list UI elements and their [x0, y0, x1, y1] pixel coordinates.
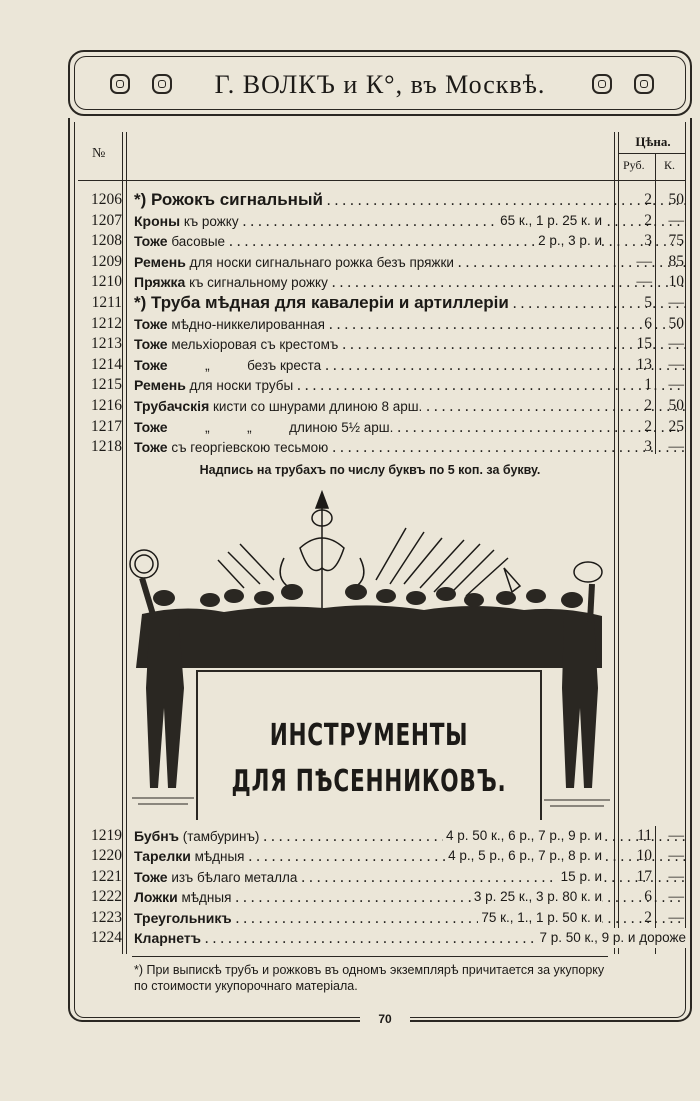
- item-price-rub: 2: [644, 397, 652, 414]
- item-price-kop: —: [668, 294, 684, 311]
- item-detail: съ георгіевскою тесьмою: [167, 440, 329, 456]
- item-number: 1209: [91, 252, 122, 270]
- item-price-kop: 50: [668, 314, 684, 332]
- item-description: [134, 846, 686, 867]
- price-row: [78, 887, 688, 907]
- item-description: [134, 887, 686, 908]
- item-description: [134, 293, 686, 314]
- item-price-kop: 50: [668, 397, 684, 414]
- item-price-rub: 3: [644, 232, 652, 250]
- page-number: 70: [360, 1012, 410, 1026]
- item-name: Тарелки: [134, 848, 191, 865]
- price-row: [78, 867, 688, 887]
- item-price-kop: 75: [668, 232, 684, 250]
- price-header-rule: [618, 153, 686, 154]
- item-price-kop: —: [668, 847, 684, 865]
- header-rule: [78, 180, 686, 181]
- item-price-kop: —: [668, 211, 684, 229]
- ornament-icon: [634, 74, 654, 94]
- item-price-rub: 6: [644, 314, 652, 332]
- item-description: [134, 190, 686, 211]
- price-row: [78, 211, 688, 231]
- item-number: 1206: [91, 191, 122, 208]
- price-row: [78, 231, 688, 251]
- item-price-rub: 6: [644, 888, 652, 906]
- price-row: [78, 417, 688, 437]
- item-detail: басовые: [167, 234, 226, 250]
- price-row: [78, 928, 688, 948]
- item-price-range: 75 к., 1., 1 р. 50 к. и: [478, 908, 602, 928]
- price-row: [78, 190, 688, 210]
- item-detail: мельхіоровая съ крестомъ: [167, 337, 339, 353]
- item-number: 1218: [91, 438, 122, 456]
- price-row: [78, 272, 688, 292]
- item-price-range: 4 р. 50 к., 6 р., 7 р., 9 р. и: [443, 826, 602, 846]
- item-detail: для носки сигнальнаго рожка безъ пряжки: [185, 254, 454, 270]
- item-price-range: 4 р., 5 р., 6 р., 7 р., 8 р. и: [445, 846, 602, 866]
- item-description: [134, 908, 686, 929]
- item-price-kop: —: [668, 376, 684, 394]
- item-price-kop: —: [668, 335, 684, 353]
- ornament-icon: [110, 74, 130, 94]
- item-number: 1214: [91, 355, 122, 373]
- item-price-range: 65 к., 1 р. 25 к. и: [497, 211, 602, 231]
- item-price-range: 15 р. и: [558, 867, 602, 887]
- item-description: [134, 314, 686, 335]
- item-number: 1207: [91, 211, 122, 229]
- footnote-rule: [132, 956, 608, 957]
- item-detail: для носки трубы: [185, 378, 294, 394]
- price-row: [78, 437, 688, 457]
- item-number: 1219: [91, 827, 122, 844]
- item-description: [134, 334, 686, 355]
- item-price-rub: 11: [637, 827, 652, 844]
- price-row: [78, 908, 688, 928]
- rub-column-header: Руб.: [623, 158, 645, 172]
- price-row: [78, 334, 688, 354]
- item-price-rub: 10: [636, 847, 652, 865]
- item-name: Ремень: [134, 253, 186, 270]
- item-number: 1212: [91, 314, 122, 332]
- item-number: 1210: [91, 273, 122, 291]
- item-detail: къ рожку: [180, 213, 239, 229]
- item-number: 1215: [91, 376, 122, 394]
- item-price-rub: 3: [644, 438, 652, 456]
- item-description: [134, 826, 686, 847]
- price-row: [78, 252, 688, 272]
- price-row: [78, 375, 688, 395]
- item-price-kop: —: [668, 827, 684, 844]
- item-number: 1217: [91, 417, 122, 435]
- item-price-rub: 15: [636, 335, 652, 353]
- inscription-note: Надпись на трубахъ по числу буквъ по 5 коп. за букву.: [199, 463, 541, 477]
- item-name: Тоже: [134, 439, 168, 456]
- item-price-kop: 85: [668, 252, 684, 270]
- price-row: [78, 314, 688, 334]
- item-price-rub: 13: [636, 355, 652, 373]
- item-price-kop: —: [668, 908, 684, 926]
- item-name: Трубачскія: [134, 398, 210, 414]
- item-description: [134, 375, 686, 396]
- item-detail: (тамбуринъ): [178, 829, 260, 844]
- header-frame: [68, 50, 692, 116]
- item-name: Ремень: [134, 377, 186, 394]
- item-description: [134, 252, 686, 273]
- item-name: Тоже: [134, 233, 168, 250]
- price-row: [78, 846, 688, 866]
- item-name: Кроны: [134, 212, 181, 229]
- item-number: 1220: [91, 847, 122, 865]
- item-number: 1211: [91, 294, 122, 311]
- item-price-kop: 50: [668, 191, 684, 208]
- item-detail: мѣдныя: [190, 849, 245, 865]
- ornament-icon: [592, 74, 612, 94]
- item-price-rub: 5: [644, 294, 652, 311]
- item-number: 1216: [91, 397, 122, 414]
- item-name: Тоже: [134, 315, 168, 332]
- item-detail: кисти со шнурами длиною 8 арш.: [209, 399, 423, 414]
- item-name: Бубнъ: [134, 828, 179, 844]
- item-price-kop: —: [668, 867, 684, 885]
- item-number: 1208: [91, 232, 122, 250]
- page-title: Г. ВОЛКЪ и К°, въ Москвѣ.: [214, 70, 546, 99]
- item-name: *) Рожокъ сигнальный: [134, 190, 323, 209]
- item-price-rub: 1: [644, 376, 652, 394]
- item-detail: изъ бѣлаго металла: [167, 869, 298, 885]
- item-name: *) Труба мѣдная для кавалеріи и артиллеріи: [134, 293, 509, 312]
- ornament-icon: [152, 74, 172, 94]
- price-row: [78, 355, 688, 375]
- banner: [196, 670, 542, 820]
- item-name: Ложки: [134, 889, 178, 906]
- item-number: 1222: [91, 888, 122, 906]
- item-name: Треугольникъ: [134, 909, 232, 926]
- item-detail: къ сигнальному рожку: [185, 275, 328, 291]
- item-price-kop: 25: [668, 417, 684, 435]
- item-detail: мѣдно-никкелированная: [167, 316, 325, 332]
- item-detail: „ „ длиною 5½ арш.: [167, 419, 394, 435]
- item-number: 1213: [91, 335, 122, 353]
- item-description: [134, 355, 686, 376]
- item-name: Пряжка: [134, 274, 186, 291]
- item-number: 1221: [91, 867, 122, 885]
- item-price-kop: —: [668, 355, 684, 373]
- item-price-kop: —: [668, 438, 684, 456]
- banner-title-line2: ДЛЯ ПѢСЕННИКОВЪ.: [231, 764, 507, 799]
- item-name: Тоже: [134, 868, 168, 885]
- item-description: [134, 417, 686, 438]
- item-description: [134, 396, 686, 417]
- item-price-rub: 17: [636, 867, 652, 885]
- item-name: Тоже: [134, 418, 168, 435]
- item-detail: „ безъ креста: [167, 357, 322, 373]
- price-row: [78, 293, 688, 313]
- price-column-header: Цѣна.: [635, 134, 671, 149]
- item-price-rub: 2: [644, 417, 652, 435]
- price-row: [78, 396, 688, 416]
- item-price-kop: —: [668, 888, 684, 906]
- item-price-rub: —: [636, 252, 652, 270]
- item-detail: мѣдныя: [177, 890, 232, 906]
- item-price-rub: 2: [644, 211, 652, 229]
- item-price-range: 7 р. 50 к., 9 р. и дороже: [536, 928, 686, 948]
- item-price-range: 3 р. 25 к., 3 р. 80 к. и: [471, 887, 602, 907]
- item-description: [134, 231, 686, 252]
- item-price-kop: 10: [668, 273, 684, 291]
- item-price-rub: —: [636, 273, 652, 291]
- item-price-rub: 2: [644, 908, 652, 926]
- item-number: 1223: [91, 908, 122, 926]
- item-description: [134, 867, 686, 888]
- item-price-rub: 2: [644, 191, 652, 208]
- item-name: Тоже: [134, 336, 168, 353]
- item-name: Кларнетъ: [134, 930, 201, 946]
- number-column-header: №: [92, 146, 106, 161]
- banner-title-line1: ИНСТРУМЕНТЫ: [269, 718, 469, 753]
- footnote: *) При выпискѣ трубъ и рожковъ въ одномъ экземплярѣ причитается за укупорку по стоимости укупорочнаго матеріала.: [134, 963, 605, 993]
- item-description: [134, 437, 686, 458]
- item-number: 1224: [91, 929, 122, 946]
- item-price-range: 2 р., 3 р. и: [535, 231, 602, 251]
- item-description: [134, 211, 686, 232]
- item-description: [134, 272, 686, 293]
- price-row: [78, 826, 688, 846]
- kop-column-header: К.: [664, 158, 676, 172]
- item-name: Тоже: [134, 356, 168, 373]
